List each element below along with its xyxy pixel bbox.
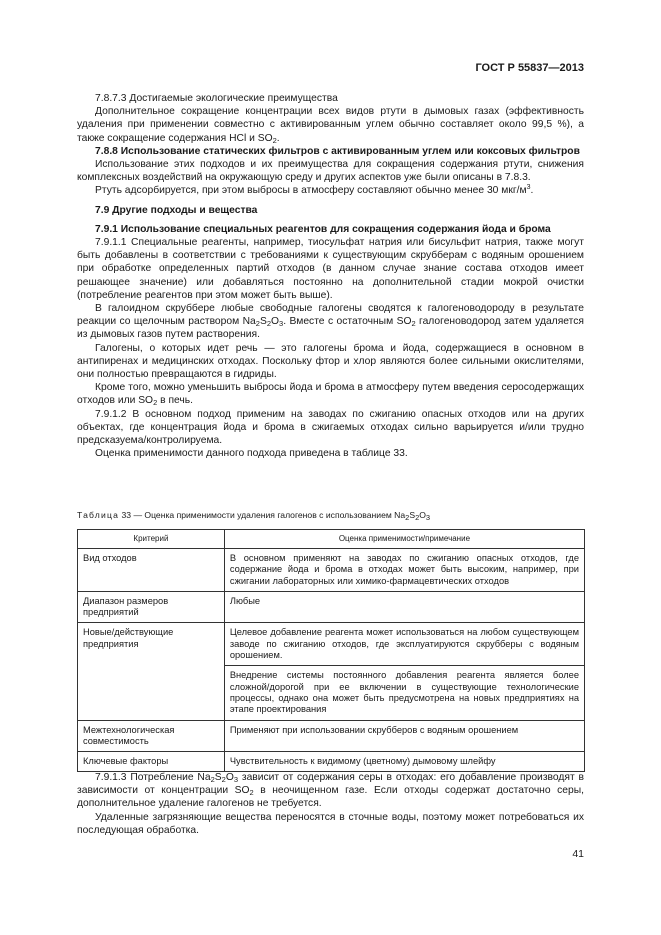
- main-text: [77, 92, 584, 460]
- assessment-cell: В основном применяют на заводах по сжиганию опасных отходов, где содержание йода и брома в отходах может быть высоким, например, при сжигании лабораторных или химико-фармацевтических отходов: [224, 549, 584, 592]
- paragraph: В галоидном скруббере любые свободные галогены сводятся к галогеноводороду в результате реакции со щелочным раствором $Na_2S_2O_3$. Вместе с остаточным $SO_2$ галогеноводород затем удаляется из дымовых газов путем растворения.: [77, 303, 584, 341]
- assessment-cell: Любые: [224, 591, 584, 623]
- paragraph: 7.9.1.3 Потребление $Na_2S_2O_3$ зависит от содержания серы в отходах: его добавление производят в зависимости от концентрации $SO_2$ в неочищенном газе. Если отходы содержат достаточно серы, дополнительное удаление галогенов не требуется.: [77, 772, 584, 810]
- applicability-table: [77, 529, 585, 772]
- table-row: [78, 549, 585, 592]
- table-row: [78, 752, 585, 772]
- table-caption: Таблица 33 — Оценка применимости удаления галогенов с использованием $Na_2S_2O_3$: [77, 510, 431, 522]
- assessment-cell: [224, 623, 584, 720]
- page-number: 41: [572, 848, 584, 860]
- paragraph: 7.9.1.1 Специальные реагенты, например, тиосульфат натрия или бисульфит натрия, также могут быть добавлены в соответствии с требованиями к существующим скрубберам с водяным орошением при обработке определенных партий отходов (в данном случае знание состава отходов имеет решающее значение) или добавляться постоянно на дополнительной стадии мокрой очистки (потребление реагентов при этом может быть выше).: [77, 237, 584, 301]
- subsection-heading-788: 7.8.8 Использование статических фильтров с активированным углем или коксовых фильтров: [95, 145, 580, 157]
- assessment-cell: Чувствительность к видимому (цветному) дымовому шлейфу: [224, 752, 584, 772]
- paragraph: 7.9.1.2 В основном подход применим на заводах по сжиганию опасных отходов или на других объектах, где концентрация йода и брома в сжигаемых отходах сильно варьируется и/или трудно предсказуема/контролируема.: [77, 408, 584, 447]
- criterion-cell: Вид отходов: [78, 549, 225, 592]
- paragraph: Удаленные загрязняющие вещества переносятся в сточные воды, поэтому может потребоваться их последующая обработка.: [77, 811, 584, 836]
- paragraph: Ртуть адсорбируется, при этом выбросы в атмосферу составляют обычно менее 30 мкг/$м^3$.: [95, 184, 534, 197]
- assessment-text: Целевое добавление реагента может использоваться на любом существующем заводе по сжиганию отходов, где эксплуатируются скрубберы с водяным орошением.: [229, 627, 579, 661]
- assessment-cell: Применяют при использовании скрубберов с водяным орошением: [224, 720, 584, 752]
- table-header-row: [78, 530, 585, 549]
- paragraph: Использование этих подходов и их преимущества для сокращения содержания ртути, снижения комплексных воздействий на окружающую среду и других аспектов уже были описаны в 7.8.3.: [77, 159, 584, 184]
- table-row: [78, 591, 585, 623]
- paragraph: Дополнительное сокращение концентрации всех видов ртути в дымовых газах (эффективность удаления при применении совместно с активированным углем обычно составляет около 99,5 %), а также сокращение содержания HCl и $SO_2$.: [77, 106, 584, 145]
- column-header-assessment: Оценка применимости/примечание: [224, 530, 584, 549]
- paragraph: Кроме того, можно уменьшить выбросы йода и брома в атмосферу путем введения серосодержащих отходов или $SO_2$ в печь.: [77, 382, 584, 408]
- criterion-cell: Межтехнологическая совместимость: [78, 720, 225, 752]
- subsection-heading-7873: 7.8.7.3 Достигаемые экологические преимущества: [95, 93, 338, 104]
- closing-text: [77, 771, 584, 837]
- standard-header: ГОСТ Р 55837—2013: [475, 62, 584, 74]
- column-header-criterion: Критерий: [78, 530, 225, 549]
- table-row: [78, 720, 585, 752]
- criterion-cell: Диапазон размеров предприятий: [78, 591, 225, 623]
- subsection-heading-791: 7.9.1 Использование специальных реагентов для сокращения содержания йода и брома: [95, 223, 551, 235]
- table-row: [78, 623, 585, 720]
- section-heading-79: 7.9 Другие подходы и вещества: [95, 204, 258, 216]
- paragraph: Оценка применимости данного подхода приведена в таблице 33.: [95, 448, 408, 460]
- criterion-cell: Ключевые факторы: [78, 752, 225, 772]
- assessment-text-2: Внедрение системы постоянного добавления реагента является более сложной/дорогой при ее включении в существующие технологические процессы, однако она может быть предусмотрена на новых предприятиях на этапе проектирования: [225, 665, 584, 715]
- criterion-cell: Новые/действующие предприятия: [78, 623, 225, 720]
- paragraph: Галогены, о которых идет речь — это галогены брома и йода, содержащиеся в основном в антипиренах и медицинских отходах. Поскольку фтор и хлор являются более сильными окислителями, они полностью превращаются в гидриды.: [77, 342, 584, 381]
